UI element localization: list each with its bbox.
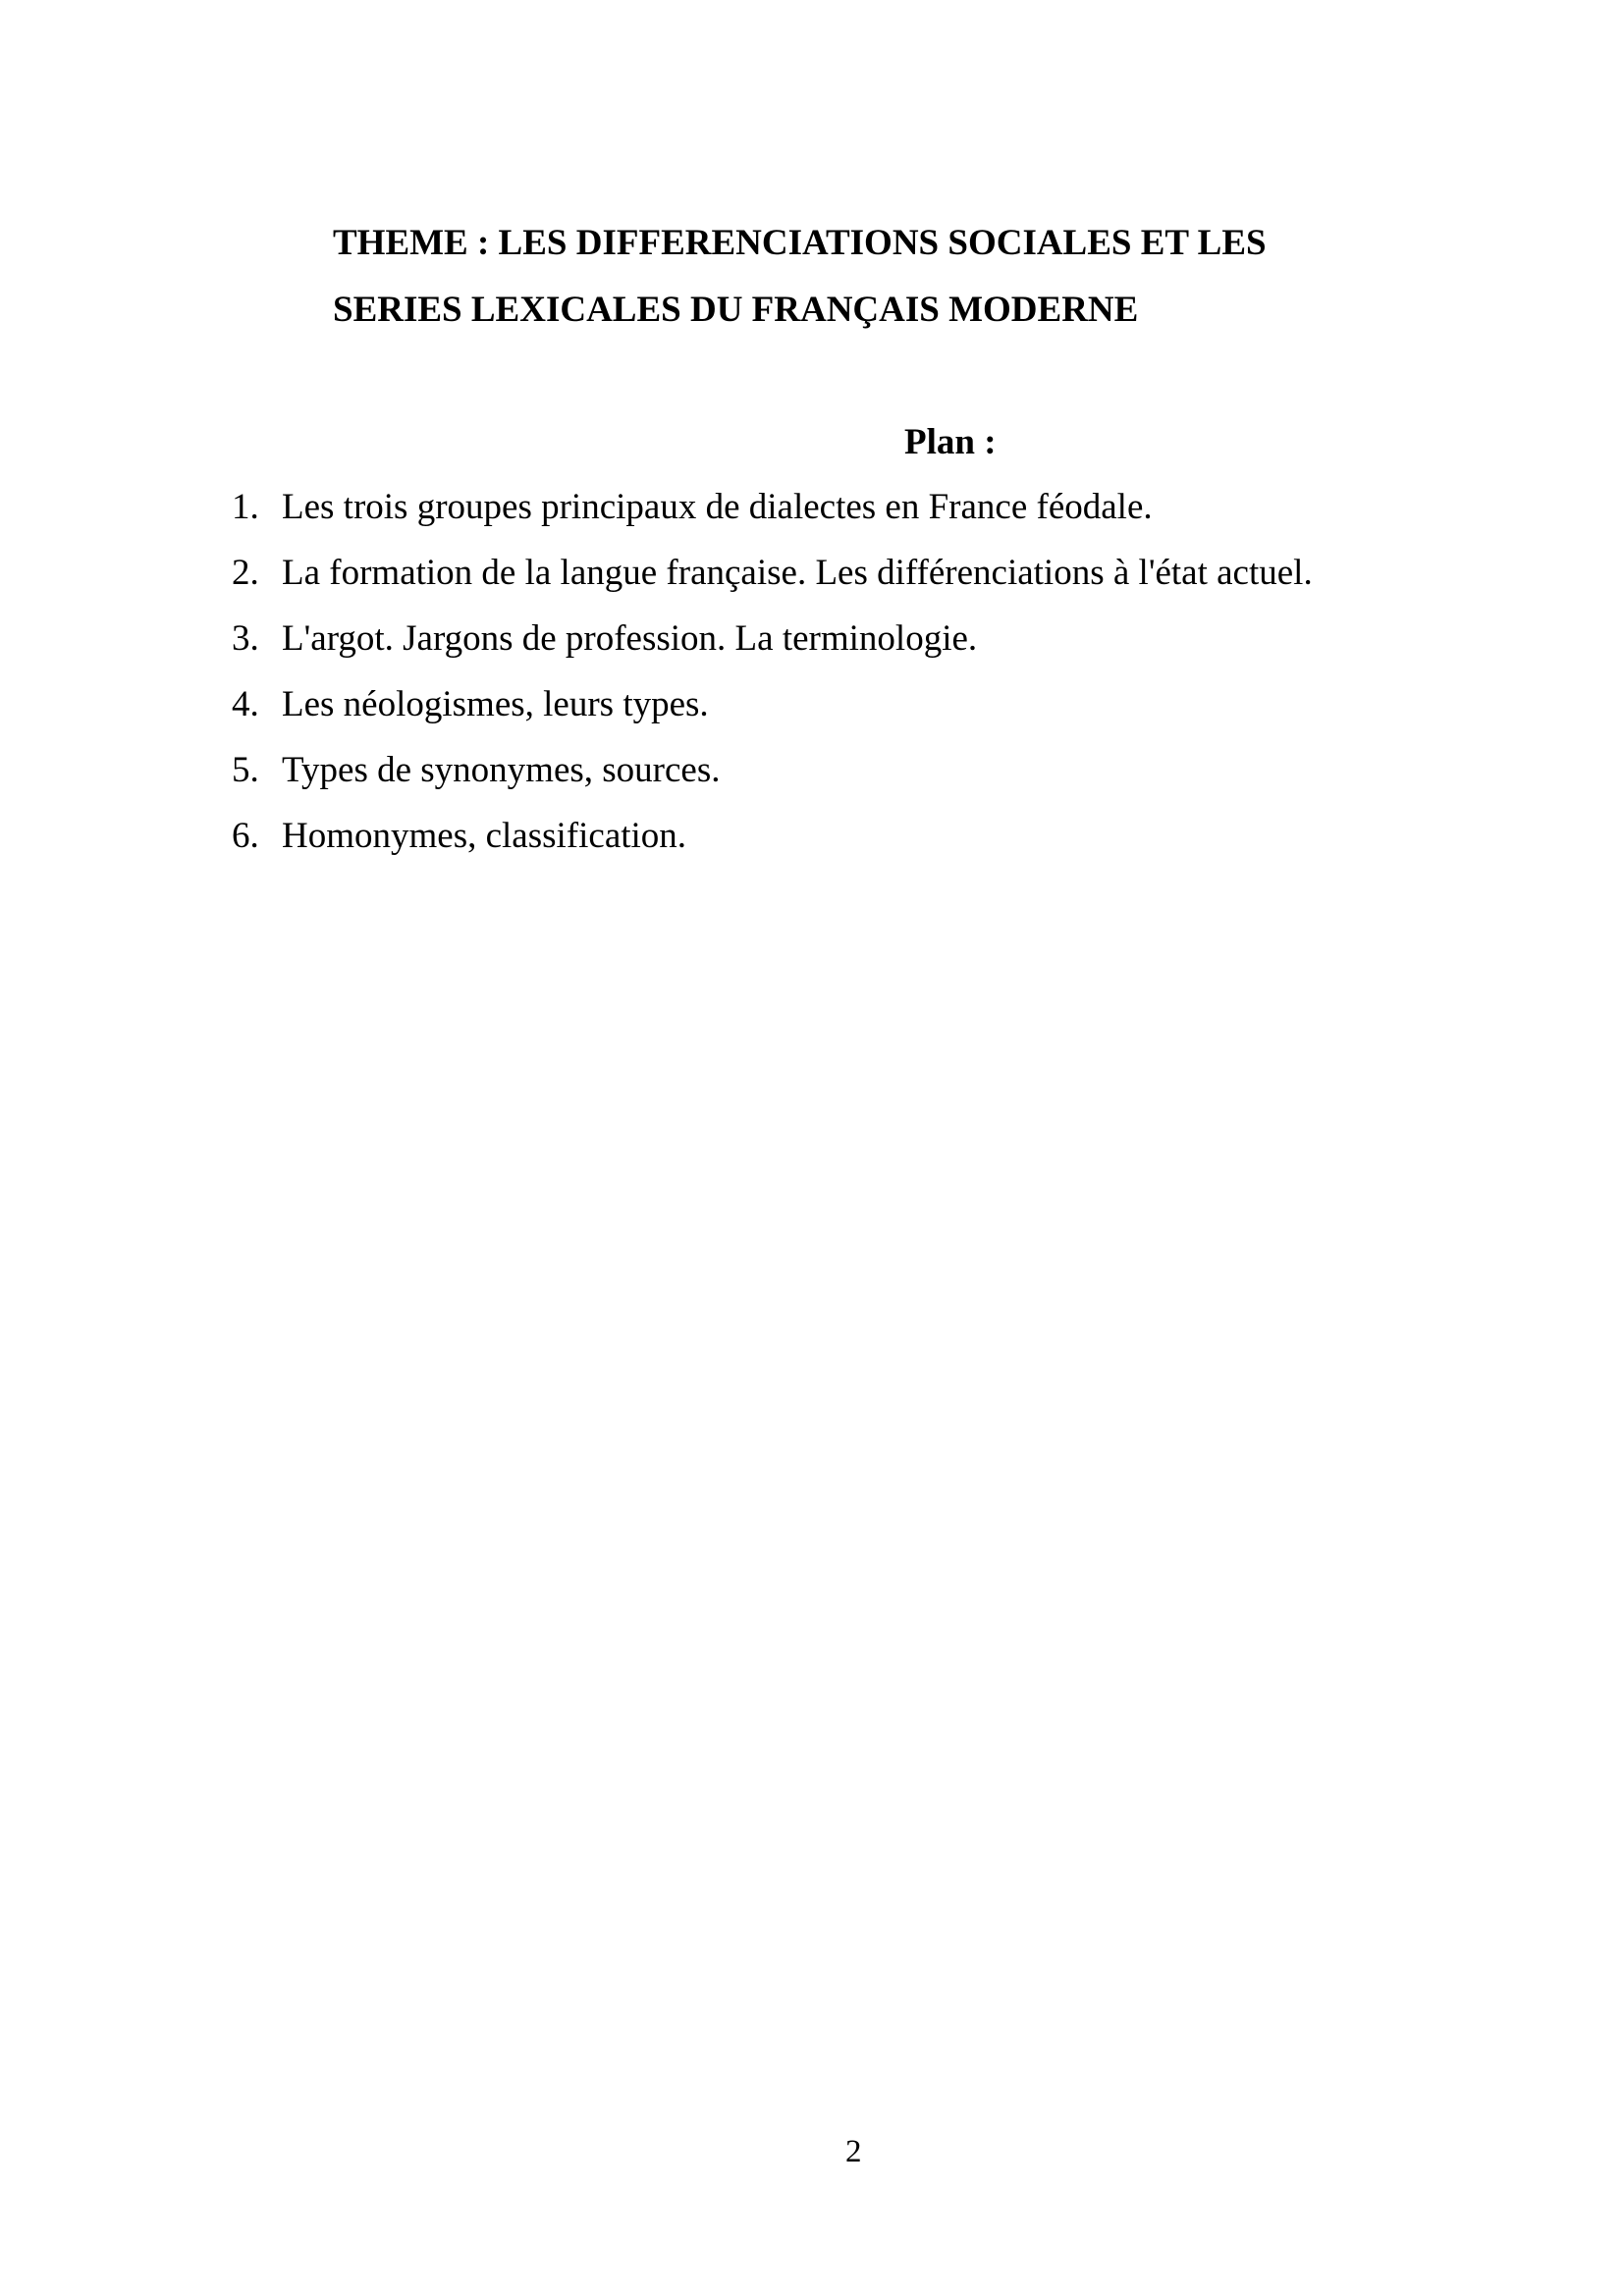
plan-item-text: Homonymes, classification. bbox=[282, 816, 687, 856]
plan-item-text: L'argot. Jargons de profession. La terminologie. bbox=[282, 618, 978, 659]
plan-item-number: 4. bbox=[232, 684, 259, 724]
plan-item-number: 5. bbox=[232, 750, 259, 790]
plan-item-number: 2. bbox=[232, 553, 259, 593]
page-number: 2 bbox=[845, 2134, 862, 2169]
plan-item-text: Les néologismes, leurs types. bbox=[282, 684, 709, 724]
plan-item-text: Types de synonymes, sources. bbox=[282, 750, 721, 790]
plan-item-text: Les trois groupes principaux de dialectes en France féodale. bbox=[282, 487, 1153, 527]
plan-heading: Plan : bbox=[904, 422, 997, 462]
document-title-line-1: THEME : LES DIFFERENCIATIONS SOCIALES ET LES bbox=[333, 223, 1267, 263]
document-title-line-2: SERIES LEXICALES DU FRANÇAIS MODERNE bbox=[333, 290, 1139, 330]
plan-item-number: 6. bbox=[232, 816, 259, 856]
plan-item-number: 1. bbox=[232, 487, 259, 527]
plan-item-text: La formation de la langue française. Les différenciations à l'état actuel. bbox=[282, 553, 1313, 593]
plan-item-number: 3. bbox=[232, 618, 259, 659]
